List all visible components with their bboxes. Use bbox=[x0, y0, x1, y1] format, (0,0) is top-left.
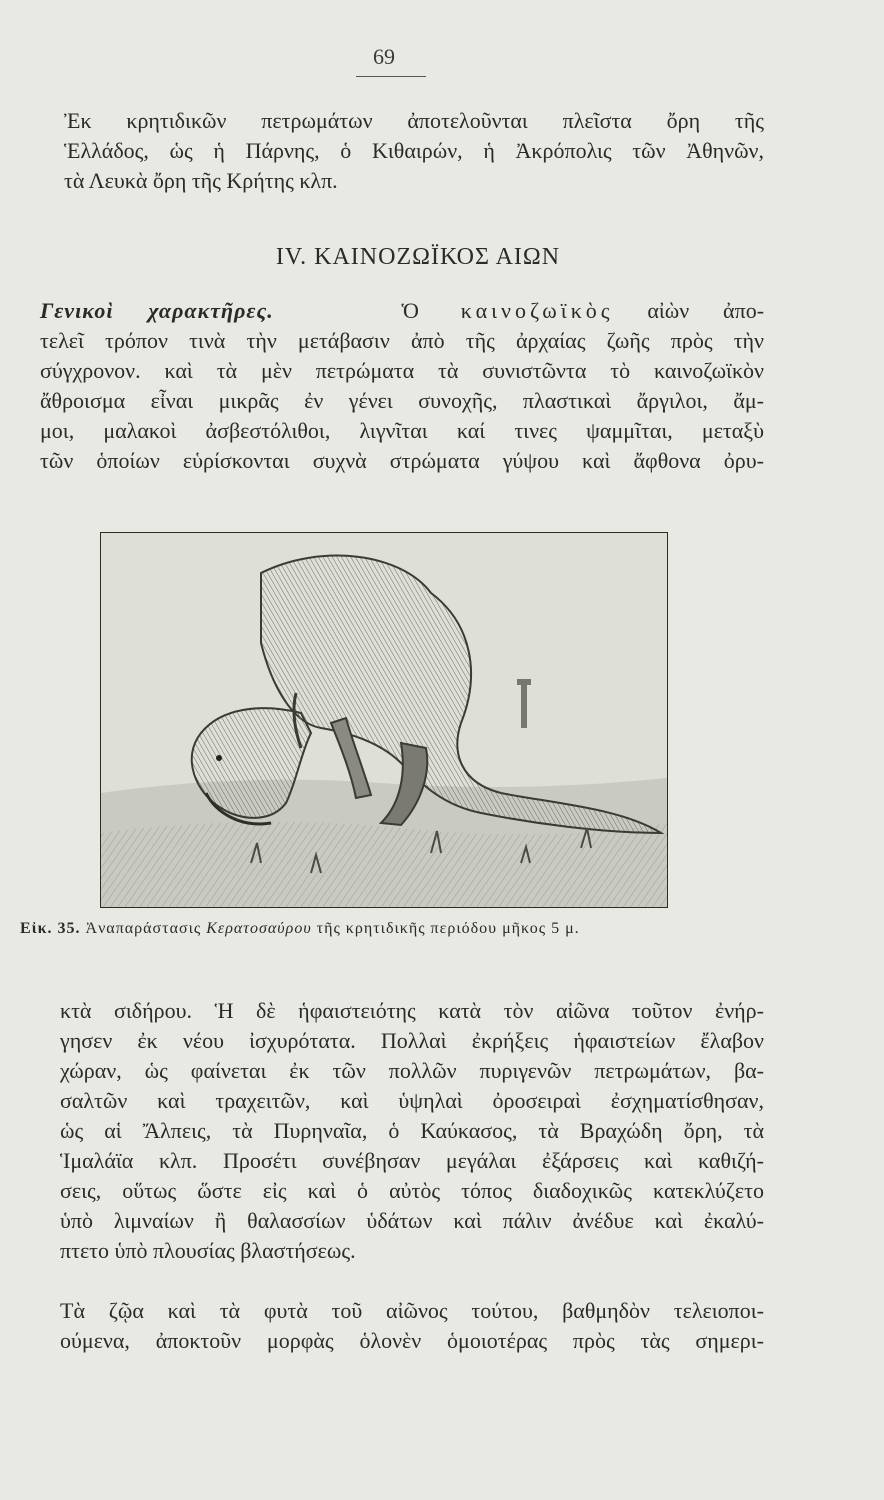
page-number-rule bbox=[356, 76, 426, 77]
text-line: Ἱμαλάϊα κλπ. Προσέτι συνέβησαν μεγάλαι ἐξάρσεις καὶ καθιζή- bbox=[60, 1148, 764, 1173]
text-line bbox=[40, 296, 764, 326]
text-line: Τὰ ζῷα καὶ τὰ φυτὰ τοῦ αἰῶνος τούτου, βαθμηδὸν τελειοποι- bbox=[60, 1298, 764, 1323]
text-line: πτετο ὑπὸ πλουσίας βλαστήσεως. bbox=[60, 1238, 356, 1263]
lead-term: Ὁ καινοζωϊκὸς bbox=[401, 298, 614, 323]
paragraph-bottom bbox=[60, 996, 764, 1266]
text-line: γησεν ἐκ νέου ἰσχυρότατα. Πολλαὶ ἐκρήξεις ἡφαιστείων ἔλαβον bbox=[60, 1028, 764, 1053]
text-line: τὰ Λευκὰ ὄρη τῆς Κρήτης κλπ. bbox=[64, 168, 338, 193]
text-line: ὑπὸ λιμναίων ἢ θαλασσίων ὑδάτων καὶ πάλιν ἀνέδυε καὶ ἐκαλύ- bbox=[60, 1208, 764, 1233]
subhead: Γενικοὶ χαρακτῆρες. bbox=[40, 298, 274, 323]
caption-text: Ἀναπαράστασις bbox=[85, 920, 202, 937]
text-line: τελεῖ τρόπον τινὰ τὴν μετάβασιν ἀπὸ τῆς ἀρχαίας ζωῆς πρὸς τὴν bbox=[40, 328, 764, 353]
paragraph-general bbox=[40, 296, 764, 476]
text-line: σύγχρονον. καὶ τὰ μὲν πετρώματα τὰ συνιστῶντα τὸ καινοζωϊκὸν bbox=[40, 358, 764, 383]
text-line: ἄθροισμα εἶναι μικρᾶς ἐν γένει συνοχῆς, πλαστικαὶ ἄργιλοι, ἄμ- bbox=[40, 388, 764, 413]
lead-rest: αἰὼν ἀπο- bbox=[647, 298, 765, 323]
text-line: Ἑλλάδος, ὡς ἡ Πάρνης, ὁ Κιθαιρών, ἡ Ἀκρόπολις τῶν Ἀθηνῶν, bbox=[64, 138, 764, 163]
dinosaur-engraving bbox=[101, 533, 667, 907]
ceratosaurus-illustration bbox=[100, 532, 668, 908]
caption-species: Κερατοσαύρου bbox=[206, 920, 312, 937]
figure-label: Εἰκ. 35. bbox=[20, 920, 81, 937]
page-number: 69 bbox=[373, 44, 395, 69]
caption-text: τῆς κρητιδικῆς περιόδου μῆκος 5 μ. bbox=[316, 920, 580, 937]
text-line: ούμενα, ἀποκτοῦν μορφὰς ὁλονὲν ὁμοιοτέρας πρὸς τὰς σημερι- bbox=[60, 1328, 764, 1353]
figure-caption bbox=[20, 920, 780, 938]
text-line: τῶν ὁποίων εὑρίσκονται συχνὰ στρώματα γύψου καὶ ἄφθονα ὀρυ- bbox=[40, 448, 764, 473]
paragraph-last bbox=[60, 1296, 764, 1356]
text-line: σαλτῶν καὶ τραχειτῶν, καὶ ὑψηλαὶ ὀροσειραὶ ἐσχηματίσθησαν, bbox=[60, 1088, 764, 1113]
section-title: IV. ΚΑΙΝΟΖΩΪΚΟΣ ΑΙΩΝ bbox=[275, 244, 561, 270]
text-line: χώραν, ὡς φαίνεται ἐκ τῶν πολλῶν πυριγενῶν πετρωμάτων, βα- bbox=[60, 1058, 764, 1083]
text-line: σεις, οὕτως ὥστε εἰς καὶ ὁ αὐτὸς τόπος διαδοχικῶς κατεκλύζετο bbox=[60, 1178, 764, 1203]
text-line: μοι, μαλακοὶ ἀσβεστόλιθοι, λιγνῖται καί τινες ψαμμῖται, μεταξὺ bbox=[40, 418, 764, 443]
paragraph-top bbox=[64, 106, 764, 196]
text-line: ὡς αἱ Ἄλπεις, τὰ Πυρηναῖα, ὁ Καύκασος, τὰ Βραχώδη ὄρη, τὰ bbox=[60, 1118, 764, 1143]
text-line: Ἐκ κρητιδικῶν πετρωμάτων ἀποτελοῦνται πλεῖστα ὄρη τῆς bbox=[64, 108, 764, 133]
text-line: κτὰ σιδήρου. Ἡ δὲ ἡφαιστειότης κατὰ τὸν αἰῶνα τοῦτον ἐνήρ- bbox=[60, 998, 764, 1023]
